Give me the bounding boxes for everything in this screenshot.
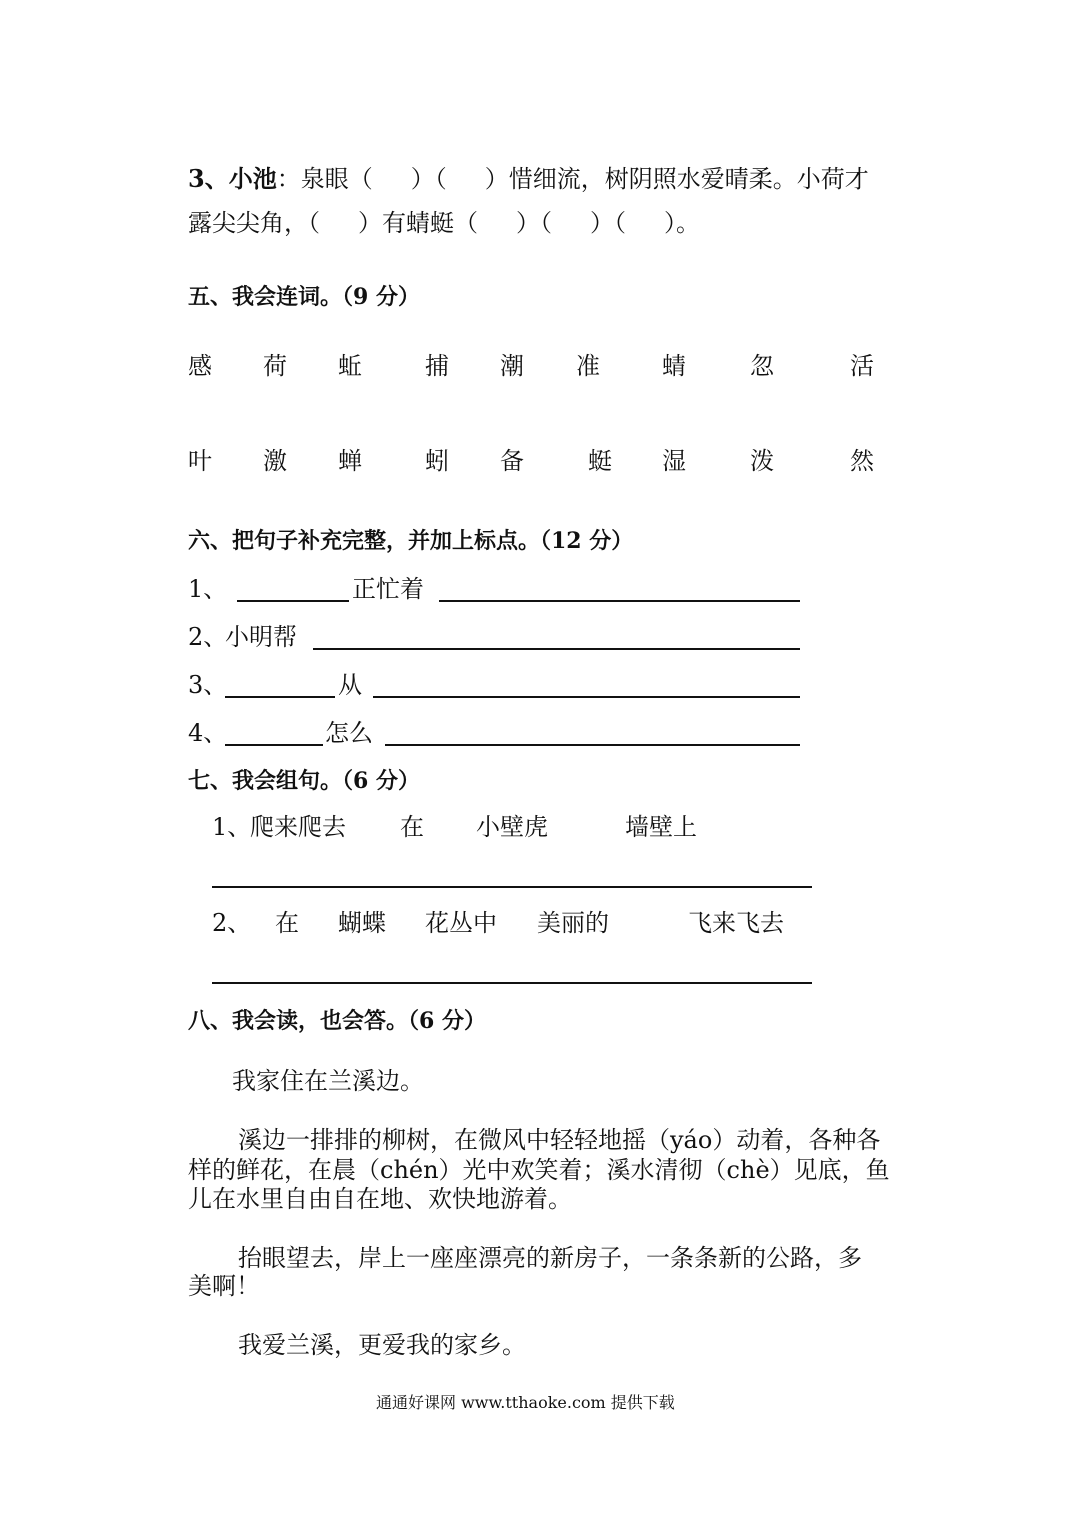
q2-word: 在 [275,909,299,937]
poem-text: 泉眼（ [300,165,373,193]
q1-number: 1、 [212,813,252,841]
char-cell[interactable]: 捕 [425,352,449,380]
char-cell[interactable]: 湿 [662,447,686,475]
reading-paragraph-3-line: 抬眼望去，岸上一座座漂亮的新房子，一条条新的公路，多 [238,1244,862,1272]
poem-number: 3、 [188,164,229,193]
q1-word: 小壁虎 [476,813,548,841]
blank-line[interactable] [373,696,800,698]
char-cell[interactable]: 蚯 [338,352,362,380]
fill-item-3-number: 3、 [188,671,228,699]
answer-line[interactable] [212,982,812,984]
char-cell[interactable]: 蜓 [588,447,612,475]
poem-text: ）（ [410,165,447,193]
section8-heading: 八、我会读，也会答。（6 分） [188,1008,486,1034]
blank-line[interactable] [439,600,800,602]
char-cell[interactable]: 备 [500,447,524,475]
answer-line[interactable] [212,886,812,888]
poem-text: ）（ [516,209,552,237]
poem-text: ）有蜻蜓（ [358,209,478,237]
char-cell[interactable]: 然 [850,447,874,475]
char-cell[interactable]: 感 [188,352,212,380]
char-cell[interactable]: 蚓 [425,447,449,475]
blank-line[interactable] [385,744,800,746]
char-cell[interactable]: 忽 [750,352,774,380]
blank-line[interactable] [225,744,323,746]
poem-line-2 [188,208,700,238]
section5-heading: 五、我会连词。（9 分） [188,284,420,310]
char-cell[interactable]: 准 [576,352,600,380]
poem-line-1 [188,164,869,194]
q1-word: 墙壁上 [625,813,697,841]
poem-text: ）惜细流，树阴照水爱晴柔。小荷才 [484,165,869,193]
char-cell[interactable]: 叶 [188,447,212,475]
reading-paragraph-2-line: 溪边一排排的柳树，在微风中轻轻地摇（yáo）动着，各种各 [238,1126,881,1154]
section6-heading: 六、把句子补充完整，并加上标点。（12 分） [188,528,634,554]
reading-paragraph-2-line: 儿在水里自由自在地、欢快地游着。 [188,1185,572,1213]
blank-line[interactable] [237,600,349,602]
char-cell[interactable]: 激 [263,447,287,475]
fill-item-2-number: 2、 [188,623,228,651]
q2-word: 蝴蝶 [338,909,386,937]
char-cell[interactable]: 泼 [750,447,774,475]
char-cell[interactable]: 潮 [500,352,524,380]
char-cell[interactable]: 蜻 [662,352,686,380]
q2-word: 飞来飞去 [688,909,784,937]
reading-paragraph-4: 我爱兰溪，更爱我的家乡。 [238,1331,526,1359]
section7-heading: 七、我会组句。（6 分） [188,768,420,794]
q2-word: 美丽的 [537,909,609,937]
fill-item-2-text: 小明帮 [225,623,297,651]
reading-paragraph-1: 我家住在兰溪边。 [232,1067,424,1095]
poem-text: 露尖尖角，（ [188,209,320,237]
poem-text: ）。 [664,209,700,237]
fill-item-4-text: 怎么 [325,719,373,747]
blank-line[interactable] [313,648,800,650]
poem-colon: ： [276,165,301,193]
q2-word: 花丛中 [425,909,497,937]
poem-title: 小池 [228,164,277,193]
q2-number: 2、 [212,909,252,937]
char-cell[interactable]: 荷 [263,352,287,380]
char-cell[interactable]: 蝉 [338,447,362,475]
blank-line[interactable] [225,696,335,698]
fill-item-1-text: 正忙着 [352,575,424,603]
fill-item-1-number: 1、 [188,575,228,603]
fill-item-3-text: 从 [338,671,362,699]
footer-text: 通通好课网 www.tthaoke.com 提供下载 [376,1393,675,1412]
q1-word: 爬来爬去 [250,813,346,841]
reading-paragraph-3-line: 美啊！ [188,1272,260,1300]
q1-word: 在 [400,813,424,841]
char-cell[interactable]: 活 [850,352,874,380]
fill-item-4-number: 4、 [188,719,228,747]
poem-text: ）（ [590,209,626,237]
reading-paragraph-2-line: 样的鲜花，在晨（chén）光中欢笑着；溪水清彻（chè）见底，鱼 [188,1156,890,1184]
